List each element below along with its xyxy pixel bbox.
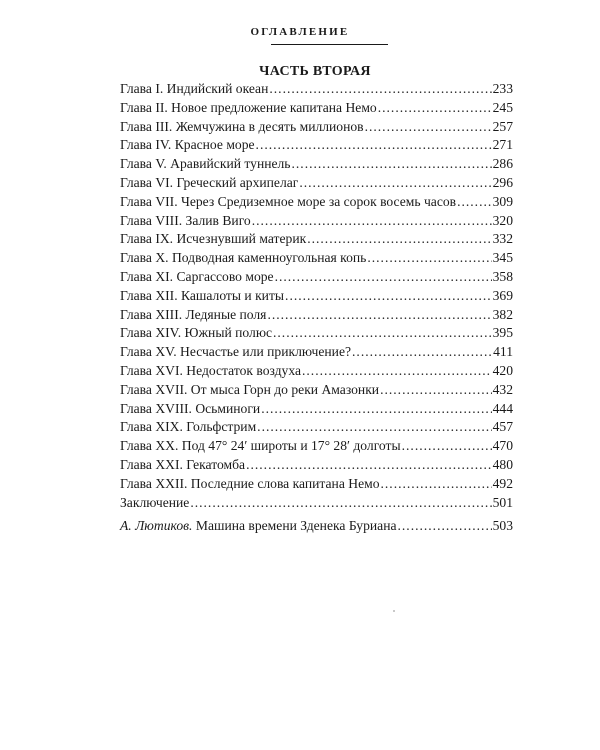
dot-leader	[269, 80, 491, 99]
toc-entry-title: Глава XVI. Недостаток воздуха	[120, 362, 301, 378]
toc-entry-page: 470	[492, 438, 513, 454]
toc-entry-page: 257	[492, 118, 513, 134]
dot-leader	[256, 136, 492, 155]
toc-entry-18[interactable]	[120, 400, 513, 419]
toc-entry-9[interactable]	[120, 230, 513, 249]
dot-leader	[352, 343, 492, 362]
toc-entry-3[interactable]	[120, 118, 513, 137]
dot-leader	[261, 400, 491, 419]
toc-entry-1[interactable]	[120, 80, 513, 99]
dot-leader	[302, 362, 492, 381]
toc-entry-page: 457	[492, 419, 513, 435]
dot-leader	[246, 456, 492, 475]
toc-entry-10[interactable]	[120, 249, 513, 268]
toc-entry-page: 395	[492, 325, 513, 341]
toc-entry-title: Глава XV. Несчастье или приключение?	[120, 344, 352, 360]
toc-entry-15[interactable]	[120, 343, 513, 362]
dot-leader	[307, 230, 491, 249]
toc-entry-page: 492	[492, 475, 513, 491]
toc-entry-page: 345	[492, 250, 513, 266]
dot-leader	[267, 306, 491, 325]
dot-leader	[380, 381, 492, 400]
dot-leader	[275, 268, 492, 287]
toc-entry-title: Глава XII. Кашалоты и киты	[120, 287, 285, 303]
toc-entry-title	[120, 517, 397, 536]
toc-entry-22[interactable]	[120, 475, 513, 494]
toc-entry-page: 444	[492, 400, 513, 416]
toc-entry-title: Заключение	[120, 494, 190, 510]
toc-entry-page: 233	[492, 81, 513, 96]
toc-entry-title: Глава I. Индийский океан	[120, 81, 269, 96]
dot-leader	[252, 212, 492, 231]
toc-entry-11[interactable]	[120, 268, 513, 287]
toc-entry-12[interactable]	[120, 287, 513, 306]
toc-entry-page: 411	[493, 344, 513, 360]
toc-entry-8[interactable]	[120, 212, 513, 231]
toc-entry-title: Глава VIII. Залив Виго	[120, 212, 251, 228]
toc-entry-page: 296	[492, 174, 513, 190]
toc-entry-20[interactable]	[120, 437, 513, 456]
toc-entry-title: Глава III. Жемчужина в десять миллионов	[120, 118, 364, 134]
toc-entry-conclusion[interactable]	[120, 494, 513, 513]
toc-entry-page: 480	[492, 456, 513, 472]
dot-leader	[365, 118, 492, 137]
toc-entry-21[interactable]	[120, 456, 513, 475]
contents-header: ОГЛАВЛЕНИЕ	[250, 26, 350, 38]
toc-entry-page: 309	[492, 193, 513, 209]
dot-leader	[273, 324, 492, 343]
toc-entry-14[interactable]	[120, 324, 513, 343]
toc-entry-title: Глава XVII. От мыса Горн до реки Амазонки	[120, 381, 380, 397]
toc-entry-19[interactable]	[120, 418, 513, 437]
toc-entry-page: 420	[492, 362, 513, 378]
dot-leader	[402, 437, 492, 456]
toc-entry-4[interactable]	[120, 136, 513, 155]
dot-leader	[190, 494, 491, 513]
dot-leader	[285, 287, 492, 306]
toc-entry-16[interactable]	[120, 362, 513, 381]
afterword-title: Машина времени Зденека Буриана	[195, 518, 397, 533]
toc-entry-7[interactable]	[120, 193, 513, 212]
toc-entry-6[interactable]	[120, 174, 513, 193]
toc-entry-title: Глава XIV. Южный полюс	[120, 325, 273, 341]
afterword-author: А. Лютиков.	[120, 518, 193, 533]
dot-leader	[378, 99, 492, 118]
toc-entry-title: Глава XIX. Гольфстрим	[120, 419, 257, 435]
toc-entry-title: Глава IX. Исчезнувший материк	[120, 231, 307, 247]
toc-entry-title: Глава XI. Саргассово море	[120, 268, 274, 284]
dot-leader	[457, 193, 492, 212]
toc-entry-page: 320	[492, 212, 513, 228]
toc-entry-page: 245	[492, 99, 513, 115]
toc-entry-page: 286	[492, 156, 513, 172]
toc-entry-page: 503	[492, 518, 513, 533]
toc-entry-title: Глава II. Новое предложение капитана Немо	[120, 99, 377, 115]
toc-entry-title: Глава XXI. Гекатомба	[120, 456, 246, 472]
toc-entry-page: 332	[492, 231, 513, 247]
paper-speck	[393, 610, 395, 612]
toc-entry-title: Глава VII. Через Средиземное море за сорок восемь часов	[120, 193, 457, 209]
toc-entry-page: 358	[492, 268, 513, 284]
toc-entry-17[interactable]	[120, 381, 513, 400]
toc-entry-title: Глава V. Аравийский туннель	[120, 156, 291, 172]
toc-entry-title: Глава XIII. Ледяные поля	[120, 306, 267, 322]
toc-entry-title: Глава X. Подводная каменноугольная копь	[120, 250, 367, 266]
toc-entry-5[interactable]	[120, 155, 513, 174]
toc-entry-page: 271	[492, 137, 513, 153]
toc-entry-title: Глава IV. Красное море	[120, 137, 255, 153]
toc-entry-page: 432	[492, 381, 513, 397]
part-title: ЧАСТЬ ВТОРАЯ	[259, 64, 371, 79]
toc-entry-page: 369	[492, 287, 513, 303]
header-underline	[271, 44, 388, 45]
dot-leader	[398, 517, 492, 536]
afterword-section	[120, 517, 513, 536]
toc-entry-2[interactable]	[120, 99, 513, 118]
toc-entry-page: 501	[492, 494, 513, 510]
toc-entry-13[interactable]	[120, 306, 513, 325]
toc-entry-title: Глава XX. Под 47° 24′ широты и 17° 28′ долготы	[120, 438, 401, 454]
dot-leader	[367, 249, 491, 268]
toc-entry-title: Глава VI. Греческий архипелаг	[120, 174, 299, 190]
dot-leader	[381, 475, 492, 494]
toc-entry-afterword[interactable]	[120, 517, 513, 536]
table-of-contents	[120, 80, 513, 512]
toc-entry-title: Глава XVIII. Осьминоги	[120, 400, 261, 416]
dot-leader	[257, 418, 491, 437]
toc-entry-page: 382	[492, 306, 513, 322]
toc-entry-title: Глава XXII. Последние слова капитана Немо	[120, 475, 380, 491]
dot-leader	[299, 174, 491, 193]
dot-leader	[292, 155, 492, 174]
